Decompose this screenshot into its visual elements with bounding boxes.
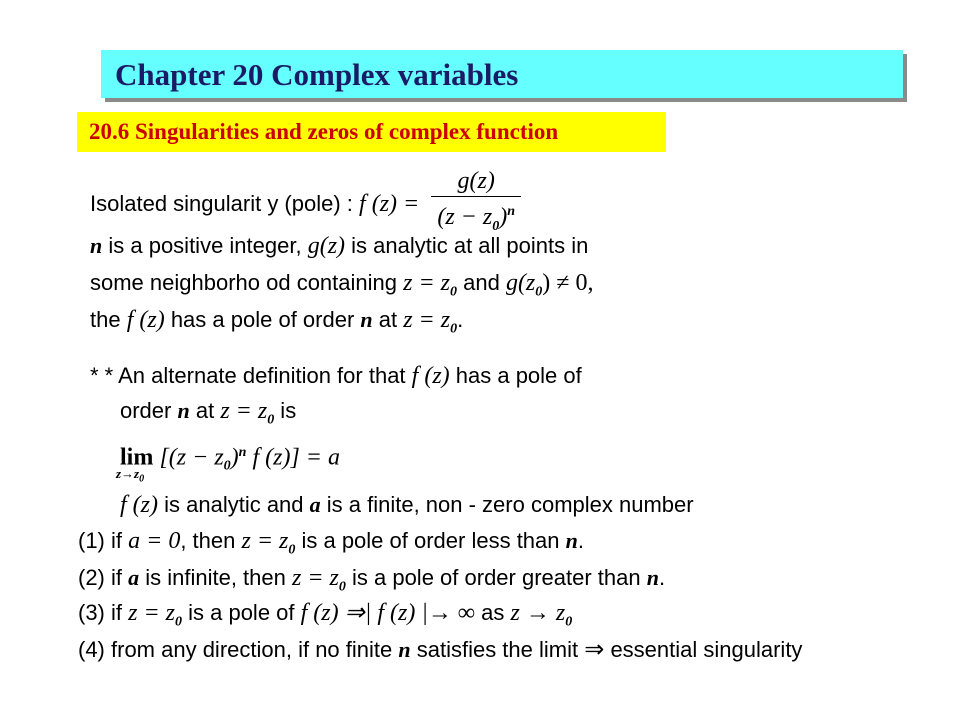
text: as — [475, 600, 511, 625]
f-z: f (z) — [120, 492, 158, 518]
g-z: g(z) — [307, 233, 346, 259]
n-symbol: n — [360, 307, 373, 332]
z-eq-z0: z = z — [128, 600, 175, 626]
denominator-base: (z − z — [437, 204, 493, 230]
text: * * An alternate definition for that — [90, 363, 412, 388]
subscript: 0 — [565, 614, 573, 630]
chapter-title: Chapter 20 Complex variables — [115, 57, 519, 92]
text: is a positive integer, — [102, 233, 308, 258]
subscript: 0 — [175, 614, 182, 630]
z-eq-z0: z = z — [403, 307, 451, 333]
z-eq-z0: z = z — [241, 528, 289, 554]
lim-operator: lim — [120, 444, 154, 471]
text: is analytic at all points in — [345, 233, 589, 258]
text: order — [120, 398, 178, 423]
condition-line-2 — [90, 270, 593, 305]
exponent: n — [238, 445, 247, 460]
section-heading-bar — [77, 112, 666, 152]
z-to-z0: z → z — [510, 600, 566, 626]
condition-line-1 — [90, 233, 588, 259]
text: the — [90, 307, 127, 332]
subscript: 0 — [450, 321, 458, 337]
a-symbol: a — [309, 492, 321, 517]
text: has a pole of order — [164, 307, 361, 332]
definition-lhs: f (z) = — [359, 190, 420, 217]
n-symbol: n — [177, 398, 190, 423]
text: essential singularity — [604, 637, 803, 662]
subscript: 0 — [535, 284, 543, 300]
period: . — [658, 565, 666, 590]
text: and — [457, 270, 506, 295]
text: is a pole of order less than — [295, 528, 566, 553]
condition-line-3 — [90, 307, 463, 342]
text: has a pole of — [449, 363, 582, 388]
z-eq-z0: z = z — [403, 270, 450, 296]
text: is — [274, 398, 297, 423]
subscript: 0 — [338, 579, 346, 595]
not-equal-zero: ) ≠ 0, — [542, 270, 594, 296]
a-symbol: a — [128, 565, 140, 590]
case-1 — [78, 528, 584, 563]
subscript: 0 — [139, 473, 145, 485]
g-z0: g(z — [505, 270, 536, 296]
paren: ) — [230, 444, 239, 471]
denominator-exponent: n — [507, 204, 516, 219]
subscript: 0 — [450, 284, 457, 300]
text: (1) if — [78, 528, 129, 553]
limit-rhs: f (z)] = a — [246, 444, 340, 471]
limit-condition — [120, 492, 694, 518]
text: (4) from any direction, if no finite — [78, 637, 399, 662]
n-symbol: n — [90, 233, 103, 258]
text: (3) if — [78, 600, 129, 625]
text: , then — [180, 528, 242, 553]
limit-subscript — [116, 466, 144, 485]
f-z: f (z) — [126, 307, 165, 333]
case-2 — [78, 565, 665, 600]
text: at — [189, 398, 221, 423]
case-3 — [78, 600, 572, 635]
n-symbol: n — [565, 528, 578, 553]
implies-icon: ⇒ — [584, 637, 605, 663]
definition-fraction — [431, 168, 521, 240]
alternate-definition-line-2 — [120, 398, 296, 433]
isolated-singularity-definition — [90, 168, 521, 240]
n-symbol: n — [398, 637, 411, 662]
chapter-title-bar — [101, 50, 903, 98]
n-symbol: n — [646, 565, 659, 590]
subscript: 0 — [223, 458, 231, 474]
limit-approach: z→z — [116, 466, 140, 481]
subscript: 0 — [267, 412, 275, 428]
definition-label: Isolated singularit y (pole) : — [90, 190, 353, 216]
case-4 — [78, 637, 802, 663]
text: is a finite, non - zero complex number — [320, 492, 694, 517]
text: (2) if — [78, 565, 129, 590]
text: at — [372, 307, 404, 332]
text: some neighborho od containing — [90, 270, 404, 295]
text: satisfies the limit — [410, 637, 585, 662]
text: is a pole of order greater than — [345, 565, 647, 590]
denominator-close: ) — [499, 204, 508, 230]
a-eq-0: a = 0 — [128, 528, 181, 554]
subscript: 0 — [288, 542, 296, 558]
denominator-subscript: 0 — [492, 218, 500, 234]
period: . — [457, 307, 464, 332]
text: is analytic and — [158, 492, 310, 517]
fraction-numerator: g(z) — [457, 168, 495, 194]
text: is a pole of — [182, 600, 301, 625]
f-z: f (z) — [411, 363, 450, 389]
z-eq-z0: z = z — [220, 398, 268, 424]
z-eq-z0: z = z — [292, 565, 339, 591]
limit-expression — [120, 440, 340, 480]
alternate-definition-line-1 — [90, 363, 582, 389]
limit-body: [(z − z — [159, 444, 224, 471]
period: . — [577, 528, 584, 553]
section-heading: 20.6 Singularities and zeros of complex function — [89, 119, 559, 144]
implication-expression: f (z) ⇒| f (z) |→ ∞ — [300, 600, 476, 626]
text: is infinite, then — [139, 565, 292, 590]
